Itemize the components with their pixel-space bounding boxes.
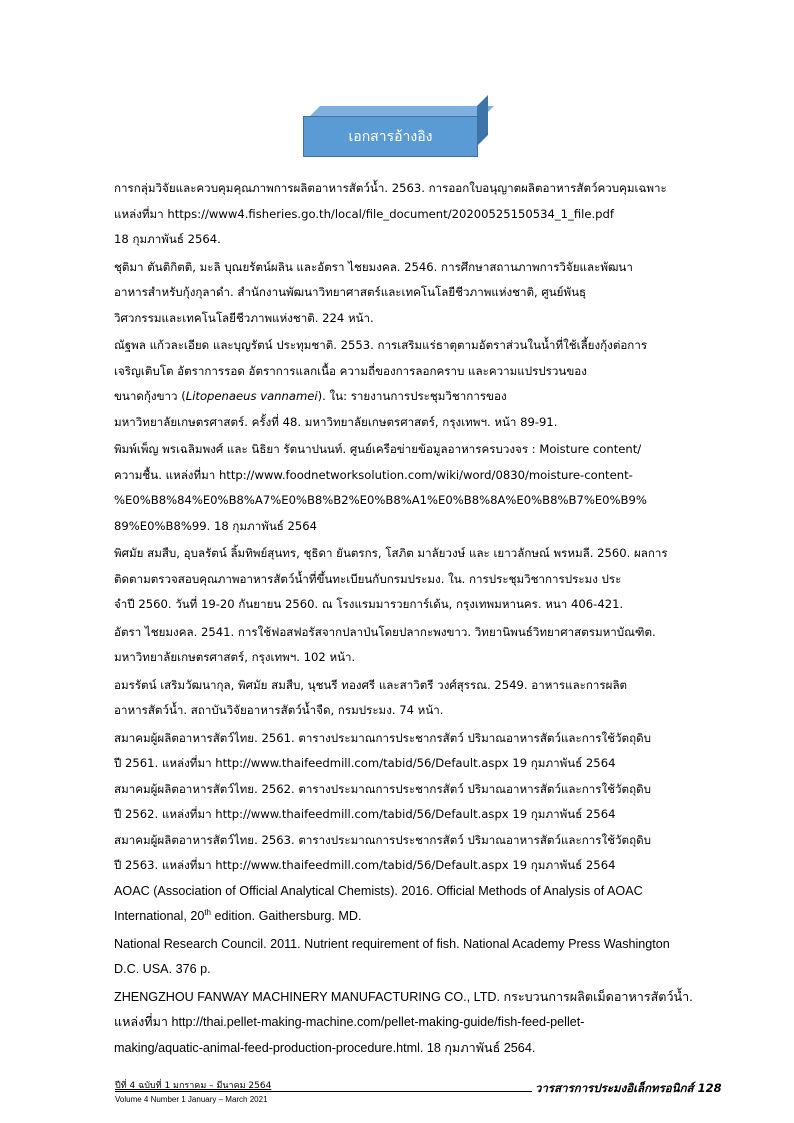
reference-line: สมาคมผู้ผลิตอาหารสัตว์ไทย. 2562. ตารางประมาณการประชากรสัตว์ ปริมาณอาหารสัตว์และการใช้วัตถุดิบ	[114, 781, 651, 796]
section-heading: เอกสารอ้างอิง	[303, 116, 478, 157]
reference-text: International, 20	[114, 909, 205, 923]
reference-line: 89%E0%B8%99. 18 กุมภาพันธ์ 2564	[114, 518, 318, 533]
reference-list	[114, 176, 718, 1061]
reference-line: มหาวิทยาลัยเกษตรศาสตร์, กรุงเทพฯ. 102 หน้า.	[114, 650, 356, 664]
reference-line: D.C. USA. 376 p.	[114, 962, 211, 976]
footer-journal	[535, 1080, 722, 1098]
reference-line: พิศมัย สมสืบ, อุบลรัตน์ ลิ้มทิพย์สุนทร, ชุธิดา ยันตรกร, โสภิต มาลัยวงษ์ และ เยาวลักษณ์ พรหมลี. 2560. ผลการ	[114, 546, 668, 560]
reference-line: แหล่งที่มา http://thai.pellet-making-machine.com/pellet-making-guide/fish-feed-pellet-	[114, 1015, 585, 1029]
reference-line: พิมพ์เพ็ญ พรเฉลิมพงศ์ และ นิธิยา รัตนาปนนท์. ศูนย์เครือข่ายข้อมูลอาหารครบวงจร : Moisture content/	[114, 442, 642, 456]
footer-issue-thai: ปีที่ 4 ฉบับที่ 1 มกราคม – มีนาคม 2564	[115, 1081, 272, 1091]
reference-item	[114, 255, 718, 332]
reference-line: ZHENGZHOU FANWAY MACHINERY MANUFACTURING CO., LTD. กระบวนการผลิตเม็ดอาหารสัตว์น้ำ.	[114, 989, 693, 1004]
reference-line	[114, 384, 718, 410]
reference-line: สมาคมผู้ผลิตอาหารสัตว์ไทย. 2563. ตารางประมาณการประชากรสัตว์ ปริมาณอาหารสัตว์และการใช้วัตถุดิบ	[114, 832, 651, 847]
reference-line: มหาวิทยาลัยเกษตรศาสตร์. ครั้งที่ 48. มหาวิทยาลัยเกษตรศาสตร์, กรุงเทพฯ. หน้า 89-91.	[114, 414, 558, 429]
reference-line: %E0%B8%84%E0%B8%A7%E0%B8%B2%E0%B8%A1%E0%B8%8A%E0%B8%B7%E0%B9%	[114, 493, 647, 507]
reference-item	[114, 777, 718, 828]
reference-line: National Research Council. 2011. Nutrient requirement of fish. National Academy Press Washington	[114, 936, 670, 951]
reference-line: วิศวกรรมและเทคโนโลยีชีวภาพแห่งชาติ. 224 หน้า.	[114, 310, 374, 325]
reference-text: edition. Gaithersburg. MD.	[211, 909, 362, 923]
reference-line: ปี 2561. แหล่งที่มา http://www.thaifeedmill.com/tabid/56/Default.aspx 19 กุมภาพันธ์ 2564	[114, 756, 616, 770]
reference-item	[114, 985, 718, 1062]
reference-item	[114, 932, 718, 983]
reference-line: making/aquatic-animal-feed-production-procedure.html. 18 กุมภาพันธ์ 2564.	[114, 1040, 536, 1055]
footer-issue-eng: Volume 4 Number 1 January – March 2021	[115, 1095, 268, 1104]
reference-line: อัตรา ไชยมงคล. 2541. การใช้ฟอสฟอรัสจากปลาป่นโดยปลากะพงขาว. วิทยานิพนธ์วิทยาศาสตรมหาบัณฑิต.	[114, 624, 656, 639]
reference-line: เจริญเติบโต อัตราการรอด อัตราการแลกเนื้อ ความถี่ของการลอกคราบ และความแปรปรวนของ	[114, 363, 587, 378]
reference-line	[114, 904, 718, 930]
heading-box-top	[310, 106, 494, 116]
reference-line: การกลุ่มวิจัยและควบคุมคุณภาพการผลิตอาหารสัตว์น้ำ. 2563. การออกใบอนุญาตผลิตอาหารสัตว์ควบคุมเฉพาะ	[114, 181, 667, 195]
reference-line: 18 กุมภาพันธ์ 2564.	[114, 232, 221, 246]
reference-item	[114, 879, 718, 930]
reference-item	[114, 620, 718, 671]
journal-name: วารสารการประมงอิเล็กทรอนิกส์	[535, 1081, 694, 1095]
reference-line: อมรรัตน์ เสริมวัฒนากุล, พิศมัย สมสืบ, นุชนรี ทองศรี และสาวิตรี วงศ์สุรรณ. 2549. อาหารและการผลิต	[114, 677, 628, 692]
reference-line: AOAC (Association of Official Analytical Chemists). 2016. Official Methods of Analysis of AOAC	[114, 883, 643, 898]
footer-issue	[115, 1079, 271, 1107]
reference-item	[114, 673, 718, 724]
reference-item	[114, 541, 718, 618]
reference-item	[114, 176, 718, 253]
species-name: Litopenaeus vannamei	[185, 389, 318, 403]
heading-box-side	[477, 95, 488, 146]
reference-line: อาหารสัตว์น้ำ. สถาบันวิจัยอาหารสัตว์น้ำจืด, กรมประมง. 74 หน้า.	[114, 703, 444, 717]
reference-line: ติดตามตรวจสอบคุณภาพอาหารสัตว์น้ำที่ขึ้นทะเบียนกับกรมประมง. ใน. การประชุมวิชาการประมง ประ	[114, 571, 622, 586]
reference-line: สมาคมผู้ผลิตอาหารสัตว์ไทย. 2561. ตารางประมาณการประชากรสัตว์ ปริมาณอาหารสัตว์และการใช้วัตถุดิบ	[114, 730, 651, 745]
reference-line: อาหารสำหรับกุ้งกุลาดำ. สำนักงานพัฒนาวิทยาศาสตร์และเทคโนโลยีชีวภาพแห่งชาติ, ศูนย์พันธุ	[114, 285, 587, 299]
reference-item	[114, 828, 718, 879]
reference-text: ขนาดกุ้งขาว (	[114, 389, 186, 403]
footer-rule	[115, 1091, 532, 1092]
reference-line: ณัฐพล แก้วละเอียด และบุญรัตน์ ประทุมชาติ. 2553. การเสริมแร่ธาตุตามอัตราส่วนในน้ำที่ใช้เลี้ยงกุ้งต่อการ	[114, 338, 648, 352]
superscript: th	[204, 907, 211, 917]
reference-item	[114, 726, 718, 777]
reference-line: ความชื้น. แหล่งที่มา http://www.foodnetworksolution.com/wiki/word/0830/moisture-content-	[114, 467, 633, 482]
reference-line: ปี 2563. แหล่งที่มา http://www.thaifeedmill.com/tabid/56/Default.aspx 19 กุมภาพันธ์ 2564	[114, 858, 616, 872]
reference-line: จำปี 2560. วันที่ 19-20 กันยายน 2560. ณ โรงแรมมารวยการ์เด้น, กรุงเทพมหานคร. หนา 406-421.	[114, 597, 624, 611]
reference-line: ชุติมา ตันติกิตติ, มะลิ บุณยรัตน์ผลิน และอัตรา ไชยมงคล. 2546. การศึกษาสถานภาพการวิจัยและพัฒนา	[114, 259, 633, 274]
reference-line: ปี 2562. แหล่งที่มา http://www.thaifeedmill.com/tabid/56/Default.aspx 19 กุมภาพันธ์ 2564	[114, 807, 616, 821]
reference-text: ). ใน: รายงานการประชุมวิชาการของ	[317, 389, 507, 403]
reference-item	[114, 437, 718, 539]
reference-item	[114, 333, 718, 435]
page-number: 128	[697, 1081, 722, 1095]
reference-line: แหล่งที่มา https://www4.fisheries.go.th/local/file_document/20200525150534_1_file.pdf	[114, 206, 614, 221]
